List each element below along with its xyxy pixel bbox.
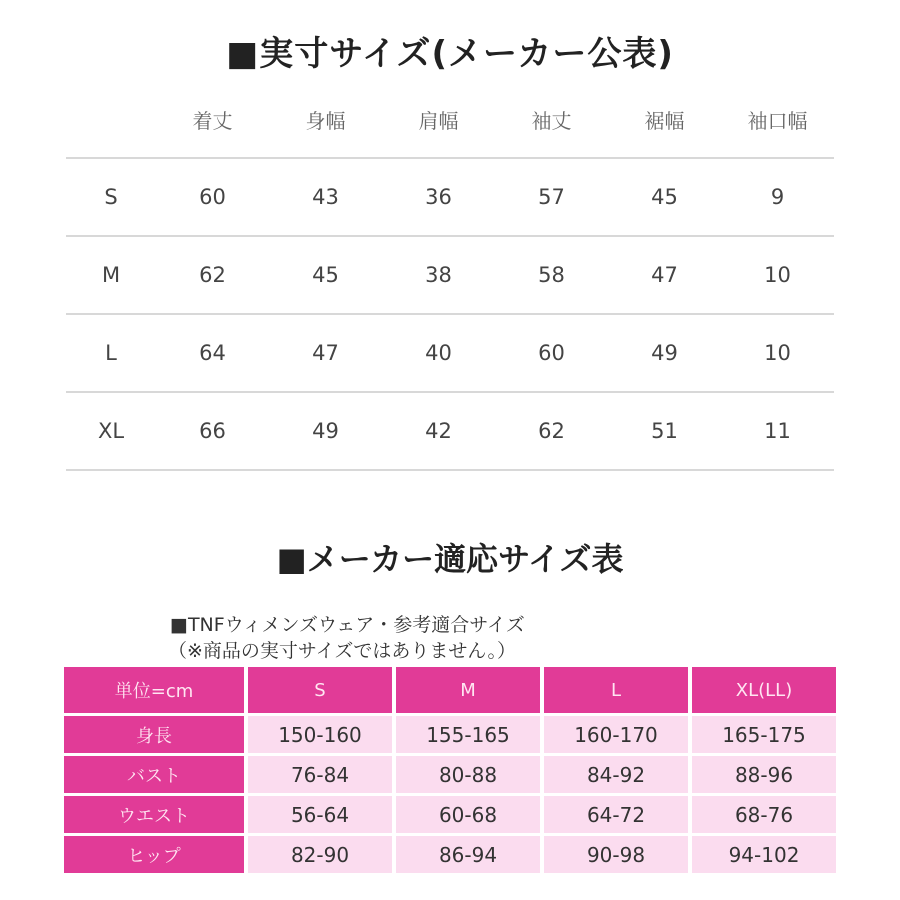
table-cell: 9 bbox=[770, 185, 785, 209]
table-row bbox=[66, 314, 834, 392]
table-row bbox=[66, 392, 834, 470]
table-cell: 90-98 bbox=[544, 836, 688, 873]
table-cell: 51 bbox=[651, 419, 678, 443]
table-cell: 10 bbox=[764, 341, 791, 365]
table-cell: 45 bbox=[651, 185, 678, 209]
table-cell: 62 bbox=[199, 263, 226, 287]
table-row bbox=[66, 158, 834, 236]
table-cell: 62 bbox=[538, 419, 565, 443]
size-label: M bbox=[101, 263, 121, 287]
table-cell: 36 bbox=[425, 185, 452, 209]
table-cell: 66 bbox=[199, 419, 226, 443]
table-cell: 49 bbox=[312, 419, 339, 443]
size-header: XL(LL) bbox=[692, 667, 836, 713]
actual-size-header-row bbox=[66, 82, 834, 158]
table-cell: 11 bbox=[764, 419, 791, 443]
table-cell: 47 bbox=[312, 341, 339, 365]
maker-size-title: ■メーカー適応サイズ表 bbox=[276, 540, 624, 578]
table-row bbox=[64, 796, 836, 833]
table-cell: 80-88 bbox=[396, 756, 540, 793]
table-cell: 68-76 bbox=[692, 796, 836, 833]
measure-label: ウエスト bbox=[64, 796, 244, 833]
header-cell: 袖丈 bbox=[531, 109, 572, 133]
table-cell: 57 bbox=[538, 185, 565, 209]
size-label: L bbox=[105, 341, 117, 365]
table-cell: 58 bbox=[538, 263, 565, 287]
actual-size-table bbox=[66, 82, 834, 471]
table-cell: 60 bbox=[538, 341, 565, 365]
table-cell: 45 bbox=[312, 263, 339, 287]
table-cell: 42 bbox=[425, 419, 452, 443]
table-row bbox=[64, 756, 836, 793]
table-cell: 56-64 bbox=[248, 796, 392, 833]
table-cell: 40 bbox=[425, 341, 452, 365]
table-cell: 150-160 bbox=[248, 716, 392, 753]
measure-label: ヒップ bbox=[64, 836, 244, 873]
reference-size-note: ■TNFウィメンズウェア・参考適合サイズ bbox=[170, 614, 525, 636]
header-cell bbox=[66, 82, 156, 158]
header-cell: 袖口幅 bbox=[747, 109, 808, 133]
header-cell: 肩幅 bbox=[418, 109, 459, 133]
maker-header-row bbox=[64, 667, 836, 713]
table-cell: 49 bbox=[651, 341, 678, 365]
table-cell: 94-102 bbox=[692, 836, 836, 873]
table-cell: 60 bbox=[199, 185, 226, 209]
table-row bbox=[66, 236, 834, 314]
actual-size-title: ■実寸サイズ(メーカー公表) bbox=[226, 34, 674, 74]
header-cell: 裾幅 bbox=[644, 109, 685, 133]
table-cell: 47 bbox=[651, 263, 678, 287]
table-cell: 82-90 bbox=[248, 836, 392, 873]
table-cell: 64 bbox=[199, 341, 226, 365]
table-cell: 86-94 bbox=[396, 836, 540, 873]
unit-header: 単位=cm bbox=[64, 667, 244, 713]
table-cell: 88-96 bbox=[692, 756, 836, 793]
table-cell: 76-84 bbox=[248, 756, 392, 793]
table-row bbox=[64, 836, 836, 873]
size-header: S bbox=[248, 667, 392, 713]
size-header: M bbox=[396, 667, 540, 713]
header-cell: 身幅 bbox=[305, 109, 346, 133]
table-cell: 64-72 bbox=[544, 796, 688, 833]
table-cell: 43 bbox=[312, 185, 339, 209]
table-cell: 60-68 bbox=[396, 796, 540, 833]
measure-label: 身長 bbox=[64, 716, 244, 753]
size-header: L bbox=[544, 667, 688, 713]
table-cell: 38 bbox=[425, 263, 452, 287]
measure-label: バスト bbox=[64, 756, 244, 793]
table-cell: 160-170 bbox=[544, 716, 688, 753]
header-cell: 着丈 bbox=[192, 109, 233, 133]
maker-size-table bbox=[60, 664, 840, 876]
table-cell: 155-165 bbox=[396, 716, 540, 753]
disclaimer-note: （※商品の実寸サイズではありません。） bbox=[168, 640, 517, 662]
table-row bbox=[64, 716, 836, 753]
table-cell: 165-175 bbox=[692, 716, 836, 753]
table-cell: 84-92 bbox=[544, 756, 688, 793]
size-label: XL bbox=[97, 419, 125, 443]
size-label: S bbox=[104, 185, 118, 209]
table-cell: 10 bbox=[764, 263, 791, 287]
